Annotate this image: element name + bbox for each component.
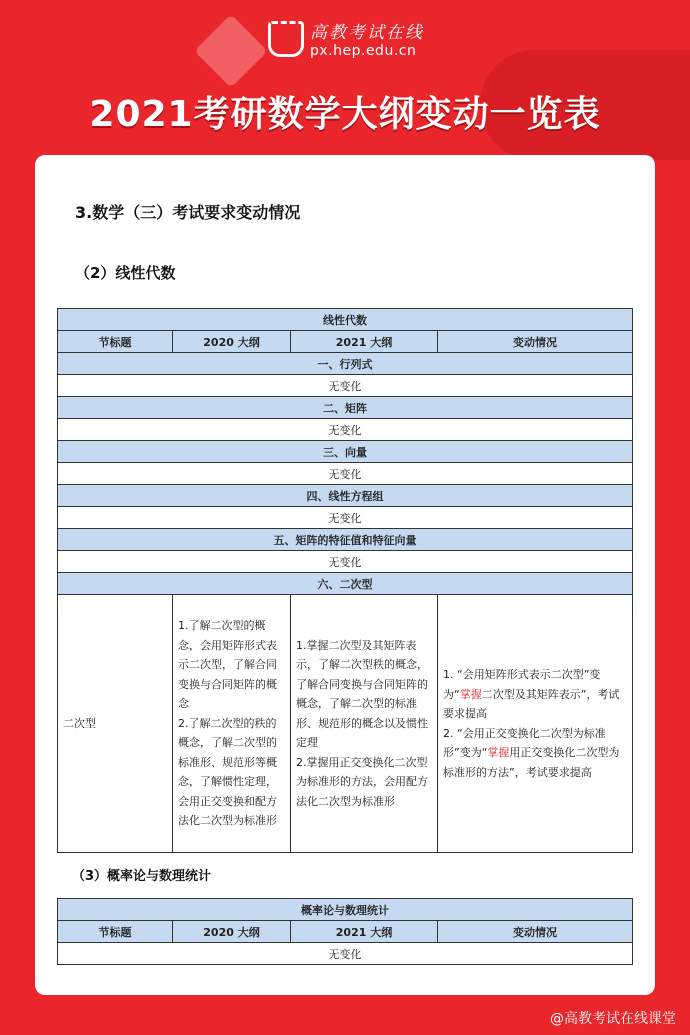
book-logo-icon: [268, 21, 304, 57]
change-cell: 无变化: [58, 507, 633, 529]
section-header: 五、矩阵的特征值和特征向量: [58, 529, 633, 551]
column-header: 变动情况: [438, 331, 633, 353]
cell-change: [438, 595, 633, 853]
change-cell: 无变化: [58, 551, 633, 573]
section-header: 六、二次型: [58, 573, 633, 595]
page-title: 2021考研数学大纲变动一览表: [89, 94, 601, 135]
logo-text: 高教考试在线: [310, 23, 424, 43]
column-header: 变动情况: [438, 921, 633, 943]
change-cell: 无变化: [58, 419, 633, 441]
column-header: 节标题: [58, 331, 173, 353]
cell-2020: 1.了解二次型的概念，会用矩阵形式表示二次型，了解合同变换与合同矩阵的概念 2.了解二次型的秩的概念，了解二次型的标准形、规范形等概念，了解惯性定理，会用正交变换和配方法化二次型为标准形: [173, 595, 291, 853]
change-text: 二次型及其矩阵表示”，考试要求提高: [443, 687, 620, 720]
logo-url: px.hep.edu.cn: [310, 43, 417, 59]
change-text: 1. “会用矩阵形式表示二次型”变为“: [443, 668, 601, 701]
logo: [268, 18, 424, 59]
column-header: 2021 大纲: [291, 921, 438, 943]
column-header: 2020 大纲: [173, 331, 291, 353]
header-row: [58, 331, 633, 353]
section-header: 三、向量: [58, 441, 633, 463]
subsection-title: （3）概率论与数理统计: [72, 869, 212, 884]
table-title: 线性代数: [58, 309, 633, 331]
section-title: 3.数学（三）考试要求变动情况: [75, 203, 301, 222]
column-header: 2020 大纲: [173, 921, 291, 943]
cell-label: 二次型: [58, 595, 173, 853]
decoration: [194, 14, 268, 88]
section-header: 四、线性方程组: [58, 485, 633, 507]
column-header: 2021 大纲: [291, 331, 438, 353]
cell-2021: 1.掌握二次型及其矩阵表示，了解二次型秩的概念，了解合同变换与合同矩阵的概念，了解二次型的标准形、规范形的概念以及惯性定理 2.掌握用正交变换化二次型为标准形的方法，会用配方法化二次型为标准形: [291, 595, 438, 853]
header-row: [58, 921, 633, 943]
column-header: 节标题: [58, 921, 173, 943]
subsection-title: （2）线性代数: [75, 264, 176, 282]
change-text: 用正交变换化二次型为标准形的方法”，考试要求提高: [443, 746, 620, 779]
change-cell: 无变化: [58, 463, 633, 485]
table-row: [58, 595, 633, 853]
footer-watermark: @高教考试在线课堂: [550, 1011, 676, 1027]
section-header: 一、行列式: [58, 353, 633, 375]
section-header: 二、矩阵: [58, 397, 633, 419]
change-cell: 无变化: [58, 943, 633, 965]
linear-algebra-table: [57, 308, 633, 853]
change-cell: 无变化: [58, 375, 633, 397]
change-text: 2. “会用正交变换化二次型为标准形”变为“: [443, 726, 606, 759]
probability-table: [57, 898, 633, 965]
table-title: 概率论与数理统计: [58, 899, 633, 921]
highlight-text: 掌握: [487, 746, 510, 759]
highlight-text: 掌握: [459, 687, 482, 701]
